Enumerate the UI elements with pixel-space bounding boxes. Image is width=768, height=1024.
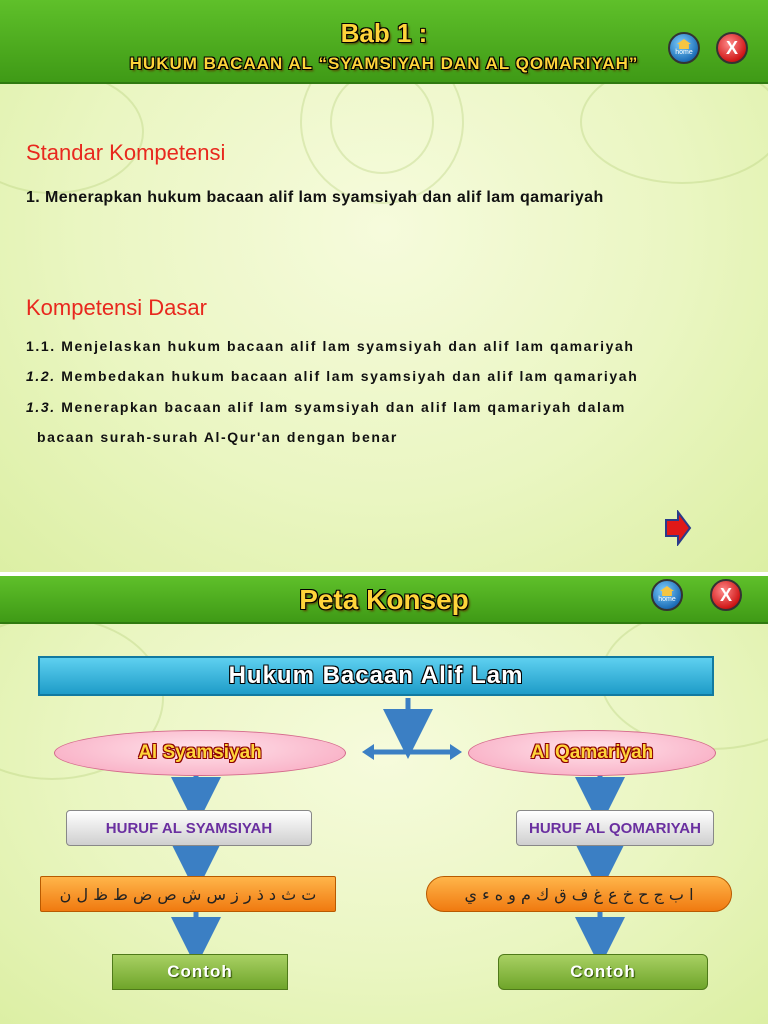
kd-item-1 xyxy=(26,338,635,354)
main-concept-box xyxy=(38,656,714,696)
slide-peta-konsep xyxy=(0,576,768,1024)
kd-number: 1.3. xyxy=(26,399,56,415)
huruf-qomariyah-label: HURUF AL QOMARIYAH xyxy=(529,819,701,837)
syamsiyah-letters-box xyxy=(40,876,336,912)
home-label: home xyxy=(675,49,693,56)
kd-item-3 xyxy=(26,399,626,415)
chapter-title: Bab 1 : xyxy=(340,18,428,48)
contoh-syamsiyah-button[interactable] xyxy=(112,954,288,990)
huruf-syamsiyah-box xyxy=(66,810,312,846)
al-syamsiyah-ellipse xyxy=(54,730,346,776)
kd-text: Menerapkan bacaan alif lam syamsiyah dan alif lam qamariyah dalam xyxy=(61,399,626,415)
close-icon: X xyxy=(725,37,738,58)
home-label: home xyxy=(658,596,676,603)
background-ornament xyxy=(330,70,434,174)
kd-number: 1.1. xyxy=(26,338,56,354)
close-button[interactable] xyxy=(716,32,748,64)
al-qamariyah-label: Al Qamariyah xyxy=(530,742,654,763)
main-concept-label: Hukum Bacaan Alif Lam xyxy=(228,662,524,689)
kd-text: Membedakan hukum bacaan alif lam syamsiyah dan alif lam qamariyah xyxy=(61,368,639,384)
huruf-syamsiyah-label: HURUF AL SYAMSIYAH xyxy=(105,819,273,837)
contoh-label: Contoh xyxy=(570,962,636,981)
qamariyah-letters: ا ب ج ح خ ع غ ف ق ك م و ه ء ي xyxy=(464,884,694,904)
close-icon: X xyxy=(719,584,732,605)
kd-item-3-continuation: bacaan surah-surah Al-Qur'an dengan benar xyxy=(37,429,398,445)
background-ornament xyxy=(0,70,144,194)
al-qamariyah-ellipse xyxy=(468,730,716,776)
qamariyah-letters-box xyxy=(426,876,732,912)
home-button[interactable] xyxy=(668,32,700,64)
contoh-qamariyah-button[interactable] xyxy=(498,954,708,990)
contoh-label: Contoh xyxy=(167,962,233,981)
title-bar xyxy=(0,0,768,84)
syamsiyah-letters: ت ث د ذ ر ز س ش ص ض ط ظ ل ن xyxy=(59,884,317,904)
huruf-qomariyah-box xyxy=(516,810,714,846)
peta-konsep-title: Peta Konsep xyxy=(299,584,469,615)
standar-kompetensi-text: 1. Menerapkan hukum bacaan alif lam syamsiyah dan alif lam qamariyah xyxy=(26,189,604,206)
kd-number: 1.2. xyxy=(26,368,56,384)
kompetensi-dasar-heading: Kompetensi Dasar xyxy=(26,295,207,320)
kd-text: Menjelaskan hukum bacaan alif lam syamsiyah dan alif lam qamariyah xyxy=(61,338,635,354)
al-syamsiyah-label: Al Syamsiyah xyxy=(138,742,262,763)
next-arrow-icon[interactable] xyxy=(664,510,692,546)
home-icon xyxy=(675,39,693,57)
kd-item-2 xyxy=(26,368,638,384)
chapter-subtitle: HUKUM BACAAN AL “SYAMSIYAH DAN AL QOMARIYAH” xyxy=(129,54,639,73)
standar-kompetensi-heading: Standar Kompetensi xyxy=(26,140,226,165)
